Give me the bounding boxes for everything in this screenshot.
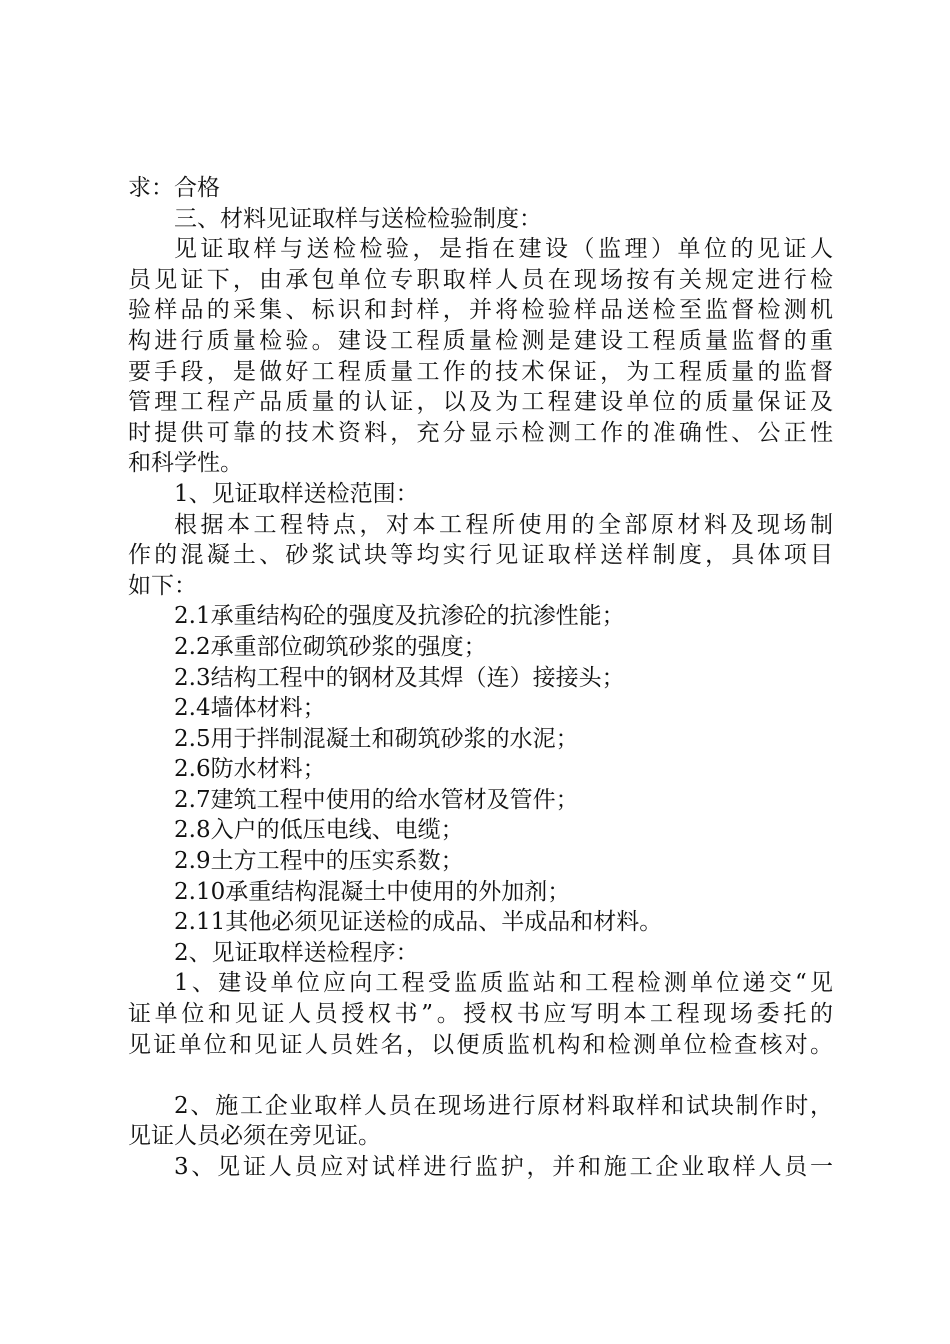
text-line: 2、见证取样送检程序： bbox=[174, 939, 419, 966]
text-line: 证单位和见证人员授权书”。授权书应写明本工程现场委托的 bbox=[128, 1001, 833, 1028]
text-line: 和科学性。 bbox=[128, 450, 243, 477]
text-line: 求：合格 bbox=[128, 175, 220, 201]
document-page bbox=[128, 173, 833, 1183]
text-line: 见证单位和见证人员姓名，以便质监机构和检测单位检查核对。 bbox=[128, 1031, 833, 1058]
text-line: 2.2承重部位砌筑砂浆的强度； bbox=[174, 633, 487, 660]
text-line: 见证人员必须在旁见证。 bbox=[128, 1123, 381, 1150]
text-line: 2.6防水材料； bbox=[174, 756, 326, 783]
text-line: 时提供可靠的技术资料，充分显示检测工作的准确性、公正性 bbox=[128, 419, 833, 446]
text-line: 2.10承重结构混凝土中使用的外加剂； bbox=[174, 878, 571, 905]
text-line: 根据本工程特点，对本工程所使用的全部原材料及现场制 bbox=[174, 511, 833, 538]
text-line: 2.11其他必须见证送检的成品、半成品和材料。 bbox=[174, 909, 663, 936]
text-line: 三、材料见证取样与送检检验制度： bbox=[174, 205, 542, 232]
text-line: 1、见证取样送检范围： bbox=[174, 480, 419, 507]
text-line: 2.5用于拌制混凝土和砌筑砂浆的水泥； bbox=[174, 725, 579, 752]
text-line: 管理工程产品质量的认证，以及为工程建设单位的质量保证及 bbox=[128, 389, 833, 416]
text-line: 如下： bbox=[128, 572, 197, 599]
text-line: 1、建设单位应向工程受监质监站和工程检测单位递交“见 bbox=[174, 970, 833, 997]
text-line: 2.1承重结构砼的强度及抗渗砼的抗渗性能； bbox=[174, 603, 625, 630]
text-line: 2.8入户的低压电线、电缆； bbox=[174, 817, 464, 844]
text-line: 见证取样与送检检验，是指在建设（监理）单位的见证人 bbox=[174, 236, 833, 263]
blank-line bbox=[128, 1060, 833, 1091]
text-line: 作的混凝土、砂浆试块等均实行见证取样送样制度，具体项目 bbox=[128, 542, 833, 569]
text-line: 3、见证人员应对试样进行监护，并和施工企业取样人员一 bbox=[174, 1154, 833, 1180]
text-line: 2.3结构工程中的钢材及其焊（连）接接头； bbox=[174, 664, 625, 691]
text-line: 2.7建筑工程中使用的给水管材及管件； bbox=[174, 786, 579, 813]
text-line: 构进行质量检验。建设工程质量检测是建设工程质量监督的重 bbox=[128, 327, 833, 354]
text-line: 2.4墙体材料； bbox=[174, 695, 326, 722]
text-line: 验样品的采集、标识和封样，并将检验样品送检至监督检测机 bbox=[128, 297, 833, 324]
text-line: 2、施工企业取样人员在现场进行原材料取样和试块制作时， bbox=[174, 1092, 833, 1119]
text-line: 员见证下，由承包单位专职取样人员在现场按有关规定进行检 bbox=[128, 266, 833, 293]
text-line: 要手段，是做好工程质量工作的技术保证，为工程质量的监督 bbox=[128, 358, 833, 385]
text-line: 2.9土方工程中的压实系数； bbox=[174, 848, 464, 875]
